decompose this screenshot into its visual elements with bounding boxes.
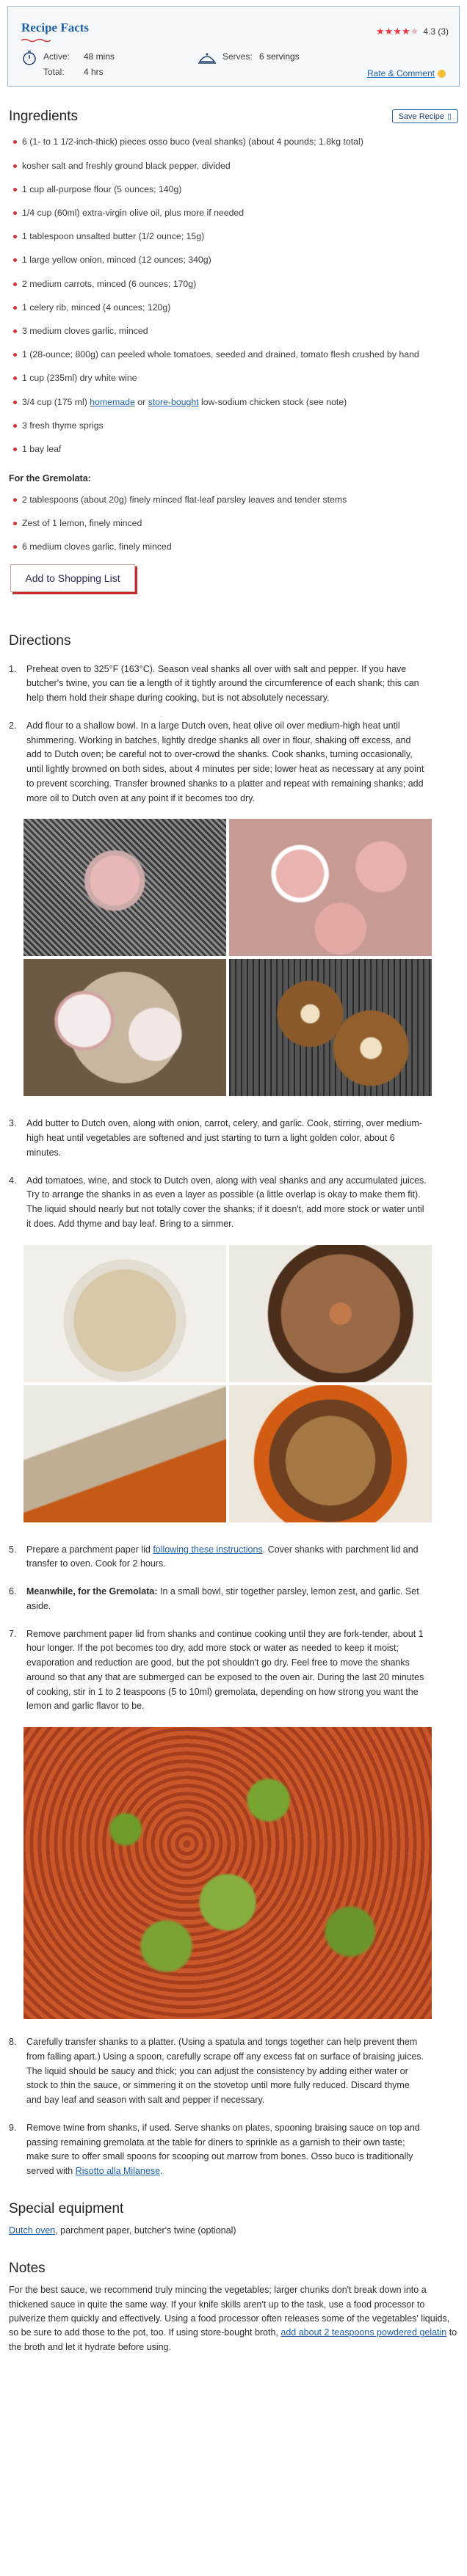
star-rating-icon: ★★★★★ bbox=[376, 26, 419, 37]
step-3 bbox=[9, 1117, 458, 1160]
step-1 bbox=[9, 663, 458, 706]
step-number: 4. bbox=[9, 1175, 17, 1186]
step-6-bold: Meanwhile, for the Gremolata: bbox=[26, 1586, 158, 1597]
recipe-facts-title: Recipe Facts bbox=[21, 21, 90, 34]
homemade-link[interactable]: homemade bbox=[90, 396, 135, 407]
ingredient-item: 2 medium carrots, minced (6 ounces; 170g) bbox=[13, 278, 458, 291]
step-text: Add butter to Dutch oven, along with onion, carrot, celery, and garlic. Cook, stirring, over medium-high heat until vegetables are softened and just starting to turn a light golden color, about 6 minutes. bbox=[26, 1118, 422, 1158]
ingredient-item: 1 cup all-purpose flour (5 ounces; 140g) bbox=[13, 183, 458, 196]
risotto-link[interactable]: Risotto alla Milanese bbox=[75, 2166, 161, 2177]
tying-twine-photo bbox=[23, 819, 226, 956]
active-label: Active: bbox=[43, 51, 70, 62]
ingredient-item: kosher salt and freshly ground black pepper, divided bbox=[13, 160, 458, 172]
step-4 bbox=[9, 1174, 458, 1232]
directions-list-3 bbox=[0, 1543, 467, 1715]
ingredient-item: 1 tablespoon unsalted butter (1/2 ounce; 15g) bbox=[13, 230, 458, 243]
bookmark-icon: ▯ bbox=[446, 112, 452, 122]
ingredients-list bbox=[0, 136, 467, 456]
ingredients-heading: Ingredients bbox=[9, 109, 79, 124]
step-text bbox=[26, 1543, 427, 1572]
step-text bbox=[26, 2121, 427, 2179]
ingredient-item: 1 large yellow onion, minced (12 ounces; 340g) bbox=[13, 254, 458, 266]
parchment-lid-link[interactable]: following these instructions bbox=[153, 1544, 263, 1555]
gremolata-item: 6 medium cloves garlic, finely minced bbox=[13, 541, 458, 553]
step-6 bbox=[9, 1585, 458, 1614]
notes-pre: For the best sauce, we recommend truly mincing the vegetables; larger chunks don't break down into a thickened sauce in quite the same way. If your knife skills aren't up to the task, use a food processor to pulverize them quickly and effectively. Using a food processor often releases some of the vegetables' liquids, so be sure to add those to the pot, too. If using store-bought broth, bbox=[9, 2285, 450, 2338]
directions-list-4 bbox=[0, 2035, 467, 2179]
rating[interactable] bbox=[376, 24, 449, 39]
gelatin-link[interactable]: add about 2 teaspoons powdered gelatin bbox=[280, 2327, 447, 2338]
save-recipe-button[interactable] bbox=[392, 109, 458, 123]
vegetables-in-pot-photo bbox=[23, 1245, 226, 1382]
rate-comment-label: Rate & Comment bbox=[366, 68, 435, 79]
step-9-pre: Remove twine from shanks, if used. Serve shanks on plates, spooning braising sauce on top and passing remaining gremolata at the table for diners to sprinkle as a garnish to their own taste; make sure to offer small spoons for scooping out marrow from bones. Osso buco is traditionally served with bbox=[26, 2122, 420, 2177]
ingredient-item: 1/4 cup (60ml) extra-virgin olive oil, plus more if needed bbox=[13, 207, 458, 219]
stock-suffix: low-sodium chicken stock (see note) bbox=[198, 396, 347, 407]
step-9 bbox=[9, 2121, 458, 2179]
step-text: Remove parchment paper lid from shanks and continue cooking until they are fork-tender, about 1 hour longer. If the pot becomes too dry, add more stock or water as needed to keep it moist; evaporation and reduction are good, but the pot shouldn't go dry. Feel free to move the shanks around so that any that are submerged can be exposed to the oven air. During the last 20 minutes of cooking, stir in 1 to 2 teaspoons (5 to 10ml) gremolata, depending on how strong you want the lemon and garlic flavor to be. bbox=[26, 1628, 424, 1712]
step-number: 7. bbox=[9, 1628, 17, 1639]
step-number: 5. bbox=[9, 1544, 17, 1555]
rating-value: 4.3 (3) bbox=[423, 26, 449, 37]
step-5-post: . Cover shanks with parchment lid and transfer to oven. Cook for 2 hours. bbox=[26, 1544, 419, 1569]
step-2 bbox=[9, 719, 458, 806]
step-number: 2. bbox=[9, 720, 17, 731]
gremolata-sauce-photo bbox=[23, 1727, 432, 2019]
step-5-pre: Prepare a parchment paper lid bbox=[26, 1544, 153, 1555]
serves-value: 6 servings bbox=[259, 51, 300, 62]
step-7-photo-wrap bbox=[23, 1727, 432, 2019]
stock-prefix: 3/4 cup (175 ml) bbox=[22, 396, 90, 407]
directions-list-2 bbox=[0, 1117, 467, 1231]
serves-label: Serves: bbox=[222, 51, 253, 62]
step-6-text: In a small bowl, stir together parsley, lemon zest, and garlic. Set aside. bbox=[26, 1586, 419, 1611]
shanks-in-pot-photo bbox=[229, 1245, 432, 1382]
store-bought-link[interactable]: store-bought bbox=[148, 396, 199, 407]
recipe-facts-card bbox=[7, 6, 460, 87]
stock-or: or bbox=[134, 396, 148, 407]
gremolata-list bbox=[0, 494, 467, 554]
add-to-shopping-list-button[interactable]: Add to Shopping List bbox=[10, 564, 135, 592]
save-recipe-label: Save Recipe bbox=[398, 112, 444, 121]
step-number: 1. bbox=[9, 663, 17, 674]
notes-heading: Notes bbox=[9, 2260, 46, 2276]
step-number: 3. bbox=[9, 1118, 17, 1129]
step-number: 8. bbox=[9, 2037, 17, 2048]
step-9-post: . bbox=[160, 2166, 163, 2177]
total-value: 4 hrs bbox=[84, 66, 104, 77]
floured-shanks-photo bbox=[23, 959, 226, 1096]
step-2-photos bbox=[23, 819, 432, 1096]
ingredient-item: 6 (1- to 1 1/2-inch-thick) pieces osso buco (veal shanks) (about 4 pounds; 1.8kg total) bbox=[13, 136, 458, 148]
step-text: Carefully transfer shanks to a platter. (Using a spatula and tongs together can help prevent them from falling apart.) Using a spoon, carefully scrape off any excess fat on surface of braising juices. The liquid should be saucy and thick; you can adjust the consistency by adding either water or stock to thin the sauce, or simmering it on the stovetop until more fully reduced. Discard thyme and bay leaf and season with salt and pepper if necessary. bbox=[26, 2037, 424, 2106]
step-number: 9. bbox=[9, 2122, 17, 2133]
ingredient-item: 3 fresh thyme sprigs bbox=[13, 420, 458, 432]
gremolata-item: Zest of 1 lemon, finely minced bbox=[13, 517, 458, 530]
directions-list bbox=[0, 663, 467, 806]
serving-dish-icon bbox=[198, 50, 217, 66]
notes-post: to the broth and let it hydrate before using. bbox=[9, 2327, 457, 2352]
step-number: 6. bbox=[9, 1586, 17, 1597]
step-text: Add flour to a shallow bowl. In a large Dutch oven, heat olive oil over medium-high heat until shimmering. Working in batches, lightly dredge shanks all over in flour, shaking off excess, and add to Dutch oven; be careful not to over-crowd the shanks. Cook shanks, turning occasionally, until lightly browned on both sides, about 4 minutes per side; lower heat as necessary at any point to prevent scorching. Transfer browned shanks to a platter and repeat with remaining shanks; add more oil to Dutch oven at any point if it becomes too dry. bbox=[26, 720, 424, 803]
ingredient-item: 1 cup (235ml) dry white wine bbox=[13, 372, 458, 384]
ingredient-item: 3 medium cloves garlic, minced bbox=[13, 325, 458, 337]
squiggle-decoration bbox=[21, 38, 51, 43]
equipment-rest: , parchment paper, butcher's twine (optional) bbox=[55, 2225, 236, 2236]
step-8 bbox=[9, 2035, 458, 2108]
timer-icon bbox=[21, 50, 37, 66]
step-4-photos bbox=[23, 1245, 432, 1522]
step-7 bbox=[9, 1627, 458, 1715]
special-equipment-heading: Special equipment bbox=[9, 2200, 124, 2216]
special-equipment-text bbox=[9, 2224, 458, 2238]
active-value: 48 mins bbox=[84, 51, 115, 62]
ingredient-item: 1 (28-ounce; 800g) can peeled whole tomatoes, seeded and drained, tomato flesh crushed by hand bbox=[13, 349, 458, 361]
notes-text bbox=[9, 2283, 458, 2354]
smiley-icon bbox=[438, 70, 446, 78]
rate-comment-link[interactable] bbox=[367, 67, 446, 81]
ingredient-item: 1 bay leaf bbox=[13, 443, 458, 456]
step-text: Preheat oven to 325°F (163°C). Season veal shanks all over with salt and pepper. If you have butcher's twine, you can tie a length of it tightly around the circumference of each shank; this can help them hold their shape during cooking, but is not absolutely necessary. bbox=[26, 663, 419, 704]
ingredient-item: 1 celery rib, minced (4 ounces; 120g) bbox=[13, 302, 458, 314]
directions-heading: Directions bbox=[9, 633, 71, 649]
gremolata-heading: For the Gremolata: bbox=[9, 473, 91, 484]
total-label: Total: bbox=[43, 66, 65, 77]
ingredient-item-stock bbox=[13, 396, 458, 409]
browned-shanks-photo bbox=[229, 959, 432, 1096]
raw-shanks-photo bbox=[229, 819, 432, 956]
pouring-wine-photo bbox=[23, 1385, 226, 1522]
step-text: Add tomatoes, wine, and stock to Dutch oven, along with veal shanks and any accumulated juices. Try to arrange the shanks in as even a layer as possible (a little overlap is okay to make them fit). The liquid should nearly but not totally cover the shanks; if it doesn't, add more stock or water until it does. Add thyme and bay leaf. Bring to a simmer. bbox=[26, 1175, 427, 1229]
dutch-oven-link[interactable]: Dutch oven bbox=[9, 2225, 56, 2236]
pouring-stock-photo bbox=[229, 1385, 432, 1522]
step-text bbox=[26, 1585, 427, 1614]
step-5 bbox=[9, 1543, 458, 1572]
gremolata-item: 2 tablespoons (about 20g) finely minced flat-leaf parsley leaves and tender stems bbox=[13, 494, 458, 506]
